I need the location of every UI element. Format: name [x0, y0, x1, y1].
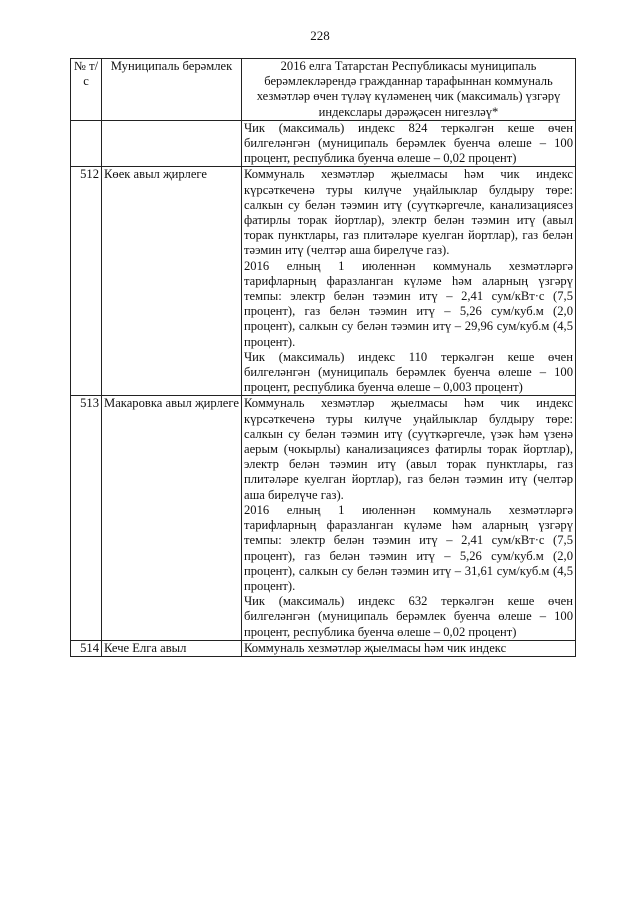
row-municipality	[102, 120, 242, 167]
row-number	[71, 120, 102, 167]
description-paragraph: Чик (максималь) индекс 632 теркәлгән кеше өчен билгеләнгән (муниципаль берәмлек буенча өлеше – 100 процент, республика буенча өлеше – 0,02 процент)	[244, 594, 573, 639]
description-paragraph: Чик (максималь) индекс 110 теркәлгән кеше өчен билгеләнгән (муниципаль берәмлек буенча өлеше – 100 процент, республика буенча өлеше – 0,003 процент)	[244, 349, 573, 395]
header-municipality: Муниципаль берәмлек	[102, 59, 242, 121]
row-description	[242, 167, 576, 396]
table-row	[71, 396, 576, 640]
header-number: № т/с	[71, 59, 102, 121]
description-paragraph: Коммуналь хезмәтләр җыелмасы һәм чик индекс	[244, 640, 507, 655]
row-municipality: Кече Елга авыл	[102, 640, 242, 656]
row-number: 513	[71, 396, 102, 640]
description-paragraph: Коммуналь хезмәтләр җыелмасы һәм чик индекс күрсәткеченә туры килүче уңайлыклар булдыру төре: салкын су белән тәэмин итү (суүткәргечле, үзәк һәм үзенә аерым (чокырлы) канализациясез фатирлы торак йортлар), электр белән тәэмин итү (авыл торак пунктлары, газ плитәләре куелган йортлар), газ белән тәэмин итү (челтәр аша бирелүче газ).	[244, 396, 573, 502]
page-number: 228	[310, 28, 330, 43]
municipal-index-table	[70, 58, 576, 657]
row-number: 514	[71, 640, 102, 656]
row-description	[242, 640, 576, 656]
row-number: 512	[71, 167, 102, 396]
table-row	[71, 120, 576, 167]
description-paragraph: 2016 елның 1 июленнән коммуналь хезмәтләргә тарифларның фаразланган күләме һәм аларның үзгәрү темпы: электр белән тәэмин итү – 2,41 сум/кВт·с (7,5 процент), газ белән тәэмин итү – 5,26 сум/куб.м (2,0 процент), салкын су белән тәэмин итү – 29,96 сум/куб.м (4,5 процент).	[244, 258, 573, 349]
row-municipality: Көек авыл җирлеге	[102, 167, 242, 396]
table-row	[71, 640, 576, 656]
description-paragraph: Чик (максималь) индекс 824 теркәлгән кеше өчен билгеләнгән (муниципаль берәмлек буенча өлеше – 100 процент, республика буенча өлеше – 0,02 процент)	[244, 120, 573, 166]
row-description	[242, 120, 576, 167]
row-description	[242, 396, 576, 640]
description-paragraph: 2016 елның 1 июленнән коммуналь хезмәтләргә тарифларның фаразланган күләме һәм аларның үзгәрү темпы: электр белән тәэмин итү – 2,41 сум/кВт·с (7,5 процент), газ белән тәэмин итү – 5,26 сум/куб.м (2,0 процент), салкын су белән тәэмин итү – 31,61 сум/куб.м (4,5 процент).	[244, 502, 573, 593]
table-row	[71, 167, 576, 396]
description-paragraph: Коммуналь хезмәтләр җыелмасы һәм чик индекс күрсәткеченә туры килүче уңайлыклар булдыру төре: салкын су белән тәэмин итү (суүткәргечле, канализациясез фатирлы торак йортлар), электр белән тәэмин итү (авыл торак пунктлары, газ плитәләре куелган йортлар), газ белән тәэмин итү (челтәр аша бирелүче газ).	[244, 167, 573, 258]
header-description: 2016 елга Татарстан Республикасы муниципаль берәмлекләрендә гражданнар тарафыннан коммуналь хезмәтләр өчен түләү күләменең чик (максималь) үзгәрү индекслары дәрәҗәсен нигезләү*	[242, 59, 576, 121]
row-municipality: Макаровка авыл җирлеге	[102, 396, 242, 640]
table-header-row	[71, 59, 576, 121]
table-body	[71, 120, 576, 656]
